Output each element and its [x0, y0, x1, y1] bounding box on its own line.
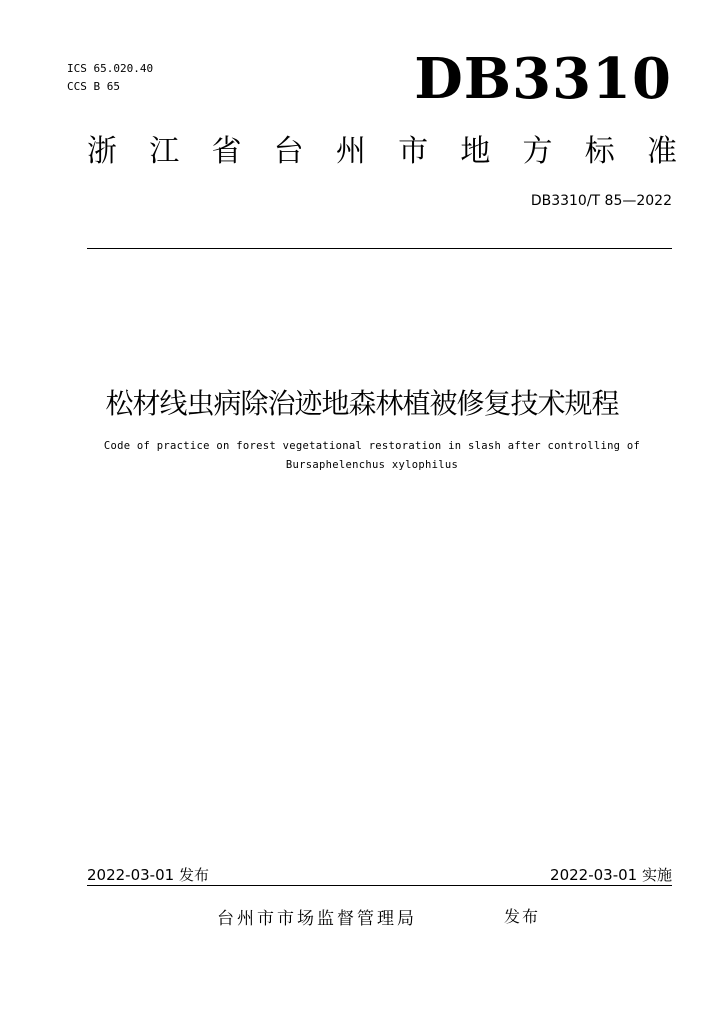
english-title-line: Code of practice on forest vegetational restoration in slash after controlling of [103, 440, 641, 452]
standard-name-char: 标 [584, 134, 615, 169]
bottom-divider [87, 885, 672, 886]
standard-name-char: 准 [646, 134, 677, 169]
standard-code-logo: DB3310 [414, 46, 672, 112]
publish-date: 2022-03-01 发布 [87, 866, 209, 884]
standard-name-char: 地 [460, 134, 491, 169]
issuing-label: 发布 [504, 907, 541, 926]
standard-name-char: 省 [211, 134, 242, 169]
standard-number: DB3310/T 85—2022 [530, 193, 672, 209]
standard-name-char: 台 [273, 134, 304, 169]
issuing-authority: 台州市市场监督管理局 [217, 909, 417, 929]
standard-type-name [87, 132, 677, 172]
ics-code: ICS 65.020.40 [67, 62, 154, 75]
standard-name-char: 江 [149, 134, 180, 169]
top-divider [87, 248, 672, 249]
document-title-english [62, 437, 682, 475]
document-title-chinese: 松材线虫病除治迹地森林植被修复技术规程 [105, 387, 619, 420]
ccs-code: CCS B 65 [67, 80, 120, 93]
english-title-line: Bursaphelenchus xylophilus [285, 459, 459, 471]
standard-name-char: 州 [335, 134, 366, 169]
standard-name-char: 浙 [87, 134, 117, 169]
standard-name-char: 方 [522, 134, 553, 169]
implement-date: 2022-03-01 实施 [550, 866, 672, 884]
standard-name-char: 市 [398, 134, 429, 169]
